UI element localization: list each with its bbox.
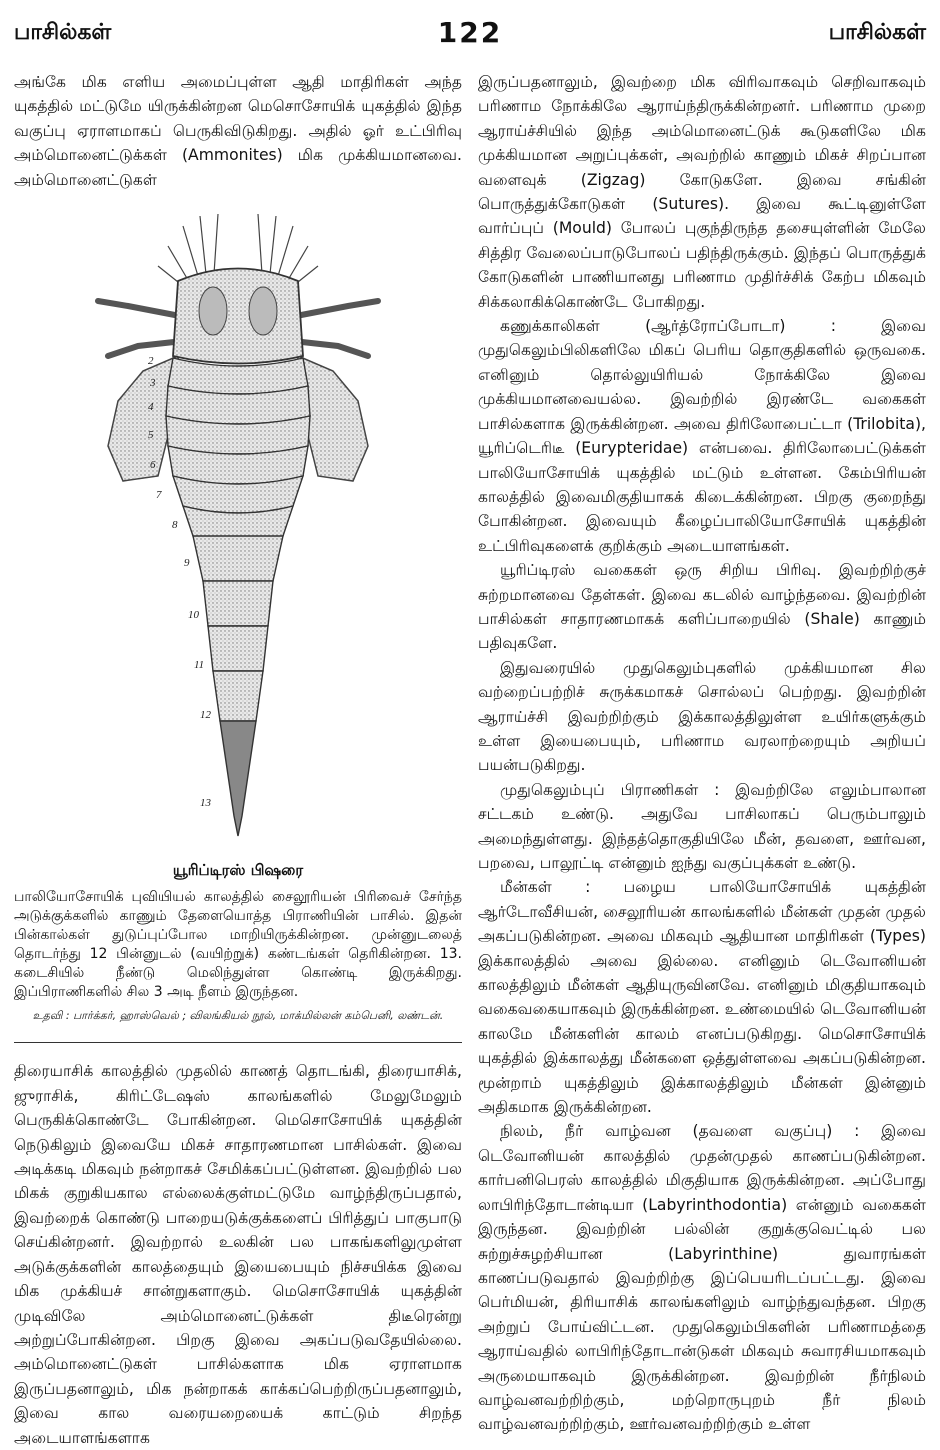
segment-label: 10 [188,609,199,622]
left-intro-paragraph: அங்கே மிக எளிய அமைப்புள்ள ஆதி மாதிரிகள் அந்த யுகத்தில் மட்டுமே யிருக்கின்றன மெசொசோயிக் யுகத்தில் இந்த வகுப்பு ஏராளமாகப் பெருகிவிடுகிறது. அதில் ஓர் உட்பிரிவு அம்மொனைட்டுக்கள் (Ammonites) மிக முக்கியமானவை. அம்மொனைட்டுகள் [14,73,462,189]
running-head-right: பாசில்கள் [828,20,926,45]
right-paragraph-fishes: மீன்கள் : பழைய பாலியோசோயிக் யுகத்தின் ஆர்டோவீசியன், சைலூரியன் காலங்களில் மீன்கள் முதன் முதல் அகப்படுகின்றன. அவை மிகவும் ஆதியான மாதிரிகள் (Types) இக்காலத்தில் அவை இல்லை. எனினும் டெவோனியன் காலத்திலும் மீன்கள் ஆதியுருவினவே. எனினும் மிகுதியாகவும் வகைவகையாகவும் இருக்கின்றன. உண்மையில் டெவோனியன் காலமே மீன்களின் காலம் எனப்படுகிறது. மெசொசோயிக் யுகத்தில் இக்காலத்து மீன்களை ஒத்துள்ளவை அகப்படுகின்றன. மூன்றாம் யுகத்திலும் இக்காலத்திலும் மீன்கள் இன்னும் அதிகமாக இருக்கின்றன. [478,878,926,1117]
segment-label: 11 [194,659,205,672]
figure-caption-body: பாலியோசோயிக் புவியியல் காலத்தில் சைலூரியன் பிரிவைச் சேர்ந்த அடுக்குக்களில் காணும் தேளையொத்த பிராணியின் பாசில். இதன் பின்கால்கள் துடுப்புப்போல மாறியிருக்கின்றன. முன்னுடலைத் தொடர்ந்து 12 பின்னுடல் (வயிற்றுக்) கண்டங்கள் தெரிகின்றன. 13. கடைசியில் நீண்டு மெலிந்துள்ள கொண்டி இருக்கிறது. இப்பிராணிகளில் சில 3 அடி நீளம் இருந்தன. [14,889,462,1001]
running-head-left: பாசில்கள் [14,20,112,45]
carapace [173,269,303,364]
right-paragraph-ammonite-sutures: இருப்பதனாலும், இவற்றை மிக விரிவாகவும் செறிவாகவும் பரிணாம நோக்கிலே ஆராய்ந்திருக்கின்றனர். பரிணாம முறை ஆராய்ச்சியில் இந்த அம்மொனைட்டுக் கூடுகளிலே மிக முக்கியமான அறுப்புக்கள், அவற்றில் காணும் மிகச் சிறப்பான வளைவுக் (Zigzag) கோடுகளே. இவை சங்கின் பொருத்துக்கோடுகள் (Sutures). இவை கூட்டினுள்ளே வார்ப்புப் (Mould) போலப் புகுந்திருந்த தசையுள்ளின் மேலே சித்திர வேலைப்பாடுபோலப் பதிந்திருக்கும். இந்தப் பொருத்துக் கோடுகளின் பாணியானது பரிணாம முதிர்ச்சிக் கேற்ப மிகவும் சிக்கலாகிக்கொண்டே போகிறது. [478,73,926,311]
eurypterus-figure [14,206,462,852]
telson [220,721,256,836]
left-body-paragraph: திரையாசிக் காலத்தில் முதலில் காணத் தொடங்கி, திரையாசிக், ஜுராசிக், கிரிட்டேஷஸ் காலங்களில் மேலுமேலும் பெருகிக்கொண்டே போகின்றன. மெசொசோயிக் யுகத்தின் நெடுகிலும் இவையே மிகச் சாதாரணமான பாசில்கள். இவை அடிக்கடி மிகவும் நன்றாகச் சேமிக்கப்பட்டுள்ளன. இவற்றில் பல மிகக் குறுகியகால எல்லைக்குள்மட்டுமே வாழ்ந்திருப்பதால், இவற்றைக் கொண்டு பாறையடுக்குக்களைப் பிரித்துப் பாகுபாடு செய்கின்றனர். இவற்றால் உலகின் பல பாகங்களிலுமுள்ள அடுக்குக்களின் காலத்தையும் இயைபையும் நிச்சயிக்க இவை மிக முக்கியச் சான்றுகளாகும். மெசொசோயிக் யுகத்தின் முடிவிலே அம்மொனைட்டுக்கள் திடீரென்று அற்றுப்போகின்றன. பிறகு இவை அகப்படுவதேயில்லை. அம்மொனைட்டுகள் பாசில்களாக மிக ஏராளமாக இருப்பதனாலும், மிக நன்றாகக் காக்கப்பெற்றிருப்பதனாலும், இவை கால வரையறையைக் காட்டும் சிறந்த அடையாளங்களாக [14,1062,462,1447]
segment-label: 12 [200,709,211,722]
abdomen-segments [166,358,310,721]
segment-label: 9 [184,557,190,570]
caption-divider [14,1042,462,1043]
compound-eye-right [249,287,277,335]
segment-label: 6 [150,459,156,472]
segment-label: 4 [148,401,154,414]
eurypterus-illustration [88,206,388,846]
page-header [14,16,926,56]
right-paragraph-amphibians: நிலம், நீர் வாழ்வன (தவளை வகுப்பு) : இவை டெவோனியன் காலத்தில் முதன்முதல் காணப்படுகின்றன. கார்பனிபெரஸ் காலத்தில் மிகுதியாக இருக்கின்றன. அப்போது லாபிரிந்தோடான்டியா (Labyrinthodontia) என்னும் வகைகள் இருந்தன. இவற்றின் பல்லின் குறுக்குவெட்டில் பல சுற்றுச்சுழற்சியான (Labyrinthine) துவாரங்கள் காணப்படுவதால் இவற்றிற்கு இப்பெயரிடப்பட்டது. இவை பெர்மியன், திரியாசிக் காலங்களிலும் வாழ்ந்துவந்தன. பிறகு அற்றுப் போய்விட்டன. முதுகெலும்பிகளின் பரிணாமத்தை ஆராய்வதில் லாபிரிந்தோடான்டுகள் மிகவும் சுவாரசியமாகவும் அருமையாகவும் இருக்கின்றன. இவற்றின் நீர்நிலம் வாழ்வனவற்றிற்கும், மற்றொருபுறம் நீர் நிலம் வாழ்வனவற்றிற்கும், ஊர்வனவற்றிற்கும் உள்ள [478,1122,926,1434]
right-paragraph-vertebrates: முதுகெலும்புப் பிராணிகள் : இவற்றிலே எலும்பாலான சட்டகம் உண்டு. அதுவே பாசிலாகப் பெரும்பாலும் அமைந்துள்ளது. இந்தத்தொகுதியிலே மீன், தவளை, ஊர்வன, பறவை, பாலூட்டி என்னும் ஐந்து வகுப்புக்கள் உண்டு. [478,780,926,872]
right-column [478,70,926,1437]
segment-label: 7 [156,489,162,502]
segment-label: 2 [148,355,154,368]
figure-credit: உதவி : பார்க்கர், ஹாஸ்வெல் ; விலங்கியல் நூல், மாக்மில்லன் கம்பெனி, லண்டன். [32,1009,444,1023]
figure-caption-title: யூரிப்டிரஸ் பிஷரை [172,861,304,880]
page-number: 122 [437,16,503,49]
right-paragraph-arthropoda: கணுக்காலிகள் (ஆர்த்ரோப்போடா) : இவை முதுகெலும்பிலிகளிலே மிகப் பெரிய தொகுதிகளில் ஒருவகை. எனினும் தொல்லுயிரியல் நோக்கிலே இவை முக்கியமானவையல்ல. இவற்றில் இரண்டே வகைகள் பாசில்களாக இருக்கின்றன. அவை திரிலோபைட்டா (Trilobita), யூரிப்டெரிடீ (Eurypteridae) என்பவை. திரிலோபைட்டுக்கள் பாலியோசோயிக் யுகத்தில் மட்டும் உள்ளன. கேம்பிரியன் காலத்தில் இவைமிகுதியாகக் கிடைக்கின்றன. பிறகு குறைந்து போகின்றன. இவையும் கீழைப்பாலியோசோயிக் யுகத்தின் உட்பிரிவுகளைக் குறிக்கும் அடையாளங்கள். [478,317,926,555]
left-column [14,70,462,1450]
right-paragraph-eurypterids: யூரிப்டிரஸ் வகைகள் ஒரு சிறிய பிரிவு. இவற்றிற்குச் சுற்றமானவை தேள்கள். இவை கடலில் வாழ்ந்தவை. இவற்றின் பாசில்கள் சாதாரணமாகக் களிப்பாறையில் (Shale) காணும் பதிவுகளே. [478,561,926,653]
segment-label: 3 [150,377,156,390]
compound-eye-left [199,287,227,335]
right-paragraph-summary: இதுவரையில் முதுகெலும்புகளில் முக்கியமான சில வற்றைப்பற்றிச் சுருக்கமாகச் சொல்லப் பெற்றது. இவற்றின் ஆராய்ச்சி இவற்றிற்கும் இக்காலத்திலுள்ள உயிர்களுக்கும் உள்ள இயைபையும், பரிணாம வரலாற்றையும் அறியப் பயன்படுகிறது. [478,658,926,775]
segment-label: 8 [172,519,178,532]
segment-label: 5 [148,429,154,442]
segment-label: 13 [200,797,211,810]
